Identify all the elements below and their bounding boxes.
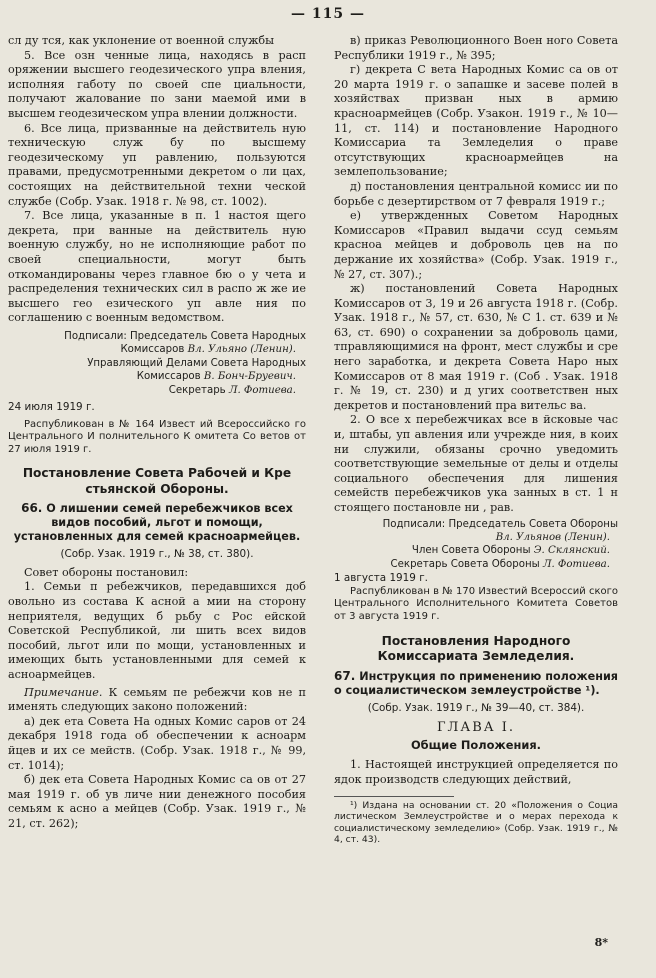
subitem-zh: ж) постановлений Совета Народных Комиссаров от 3, 19 и 26 августа 1918 г. (Собр. Узак. 1918 г., № 57, ст. 630, № С 1. ст. 639 и № 63, ст. 690) о сохранении за доброволь цами, тправляющимися на фронт, мест службы и сре него заработка, и декрета Совета Наро ных Комиссаров от 8 мая 1919 г. (Соб . Узак. 1918 г. № 19, ст. 230) и д угих соответствен ных декретов и постановлений пра вительс ва. (334, 282, 618, 412)
signature-line: Управляющий Делами Совета Народных (87, 357, 306, 369)
source-reference: (Собр. Узак. 1919 г., № 39—40, ст. 384). (367, 701, 585, 714)
signatory-name: Л. Фотиева. (542, 558, 610, 570)
footnote: ¹) Издана на основании ст. 20 «Положения о Социа листическом Землеустройстве и о мерах перехода к социалистическому земледелию» (Собр. Узак. 1919 г., № 4, ст. 43). (334, 799, 618, 846)
decree-date: 1 августа 1919 г. (334, 572, 428, 585)
subitem-v: в) приказ Революционного Воен ного Совета Республики 1919 г., № 395; (334, 34, 618, 62)
section-heading: Постановление Совета Рабочей и Кре стьянской Обороны. (22, 466, 292, 496)
sheet-mark: 8* (594, 936, 608, 949)
signature-block-1 (8, 330, 306, 397)
note: Примечание. К семьям пе ребежчи ков не п именять следующих законо положений: (8, 685, 306, 714)
signature-line: Подписали: Председатель Совета Обороны (382, 518, 618, 530)
article-2: 2. О все х перебежчиках все в йсковые час и, штабы, уп авления или учрежде ния, в коих ни служили, обязаны срочно уведомить соответствующие земельные от делы и отделы социального обеспечения для лишения семейств перебежчиков ука занных в ст. 1 н стоящего постановле ни , рав. (334, 413, 618, 514)
note-label: Примечание. (24, 685, 103, 699)
paragraph-continuation: сл ду тся, как уклонение от военной службы (8, 34, 275, 47)
item-66-title: 66. О лишении семей перебежчиков всех видов пособий, льгот и помощи, установленных для семей красноармейцев. (13, 501, 301, 544)
signatory-name: В. Бонч-Бруевич. (203, 371, 296, 383)
signature-line: Член Совета Обороны Э. Склянский. (411, 545, 610, 557)
chapter-article-1: 1. Настоящей инструкцией определяется по ядок производств следующих действий, (334, 758, 618, 786)
subitem-a: а) дек ета Совета На одных Комис саров от 24 декабря 1918 года об обеспечении к асноарм йцев и их се мейств. (Собр. Узак. 1918 г., № 99, ст. 1014); (8, 714, 306, 772)
source-reference: (Собр. Узак. 1919 г., № 38, ст. 380). (60, 548, 254, 561)
signatory-name: Л. Фотиева. (228, 384, 296, 396)
page-number: — 115 — (291, 6, 365, 22)
signature-line: Подписали: Председатель Совета Народных (64, 330, 306, 342)
decree-date: 24 июля 1919 г. (8, 400, 95, 413)
decree-intro: Совет обороны постановил: (24, 565, 189, 579)
subitem-d: д) постановления центральной комисс ии по борьбе с дезертирством от 7 февраля 1919 г.; (334, 179, 618, 208)
subitem-g: г) декрета С вета Народных Комис са ов от 20 марта 1919 г. о запашке и засеве полей в хозяйствах призван ных в армию красноармейцев (Собр. Узакон. 1919 г., № 10—11, ст. 114) и постановление Народного Комиссариа та Земледелия о праве отсутствующих красноармейцев на землепользование; (334, 63, 618, 179)
signature-line (334, 531, 618, 544)
subitem-b: б) дек ета Совета Народных Комис са ов от 27 мая 1919 г. об ув личе нии денежного пособия семьям к асно а мейцев (Собр. Узак. 1919 г., № 21, ст. 262); (8, 773, 306, 830)
signature-line: Комиссаров В. Бонч-Бруевич. (136, 371, 296, 383)
item-67-title: 67. Инструкция по применению положения о социалистическом землеустройстве ¹). (334, 668, 618, 697)
chapter-heading: ГЛАВА I. (436, 720, 516, 736)
right-column (334, 34, 618, 846)
paragraph-5: 5. Все озн ченные лица, находясь в расп оряжении высшего геодезического упра вления, исполняя габоту по своей спе циальности, получают жалование по зани маемой ими в высшем геодезическом упра влении должности. (8, 48, 306, 120)
section-heading: Постановления Народного Комиссариата Земледелия. (377, 633, 575, 664)
publication-note: Распубликован в № 170 Известий Всероссий ского Центрального Исполнительного Комитета Советов от 3 августа 1919 г. (334, 585, 618, 622)
chapter-title: Общие Положения. (411, 737, 541, 752)
footnote-divider (334, 796, 454, 797)
subitem-e: е) утвержденных Советом Народных Комиссаров «Правил выдачи ссуд семьям красноа мейцев и доброволь цев на по держание их хозяйства» (Собр. Узак. 1919 г., № 27, ст. 307).; (334, 209, 618, 281)
publication-note: Распубликован в № 164 Извест ий Всероссийско го Центрального И полнительного К омитета Со ветов от 27 июля 1919 г. (8, 418, 306, 455)
paragraph-6: 6. Все лица, призванные на действитель ную техническую служ бу по высшему геодезическому уп равлению, пользуются правами, предусмотренными декретом о ли цах, состоящих на действительной техни ческой службе (Собр. Узак. 1918 г. № 98, ст. 1002). (8, 121, 306, 208)
article-1: 1. Семьи п ребежчиков, передавшихся доб овольно из состава К асной а мии на сторону неприятеля, ведущих б рьбу с Рос ейской Советской Республикой, ли шить всех видов пособий, льгот или по мощи, установленных и имеющих быть установленными для семей к асноармейцев. (8, 580, 306, 682)
signature-line: Комиссаров Вл. Ульяно (Ленин). (120, 344, 296, 356)
signature-line: Секретарь Совета Обороны Л. Фотиева. (390, 558, 610, 570)
paragraph-7: 7. Все лица, указанные в п. 1 настоя щего декрета, при ванные на действитель ную военную службу, но не исполняющие работ по своей специальности, могут быть откомандированы через главное бю о у чета и распределения технических сил в распо ж же ие высшего гео езического уп авле ния по соглашению с военным ведомством. (8, 209, 306, 325)
signatory-name: Э. Склянский. (533, 545, 610, 557)
left-column (8, 34, 306, 832)
signatory-name: Вл. Ульяно (Ленин). (187, 344, 296, 356)
signature-line: Секретарь Л. Фотиева. (168, 384, 296, 396)
signature-block-2 (334, 518, 618, 572)
signatory-name: Вл. Ульянов (Ленин). (495, 532, 610, 543)
